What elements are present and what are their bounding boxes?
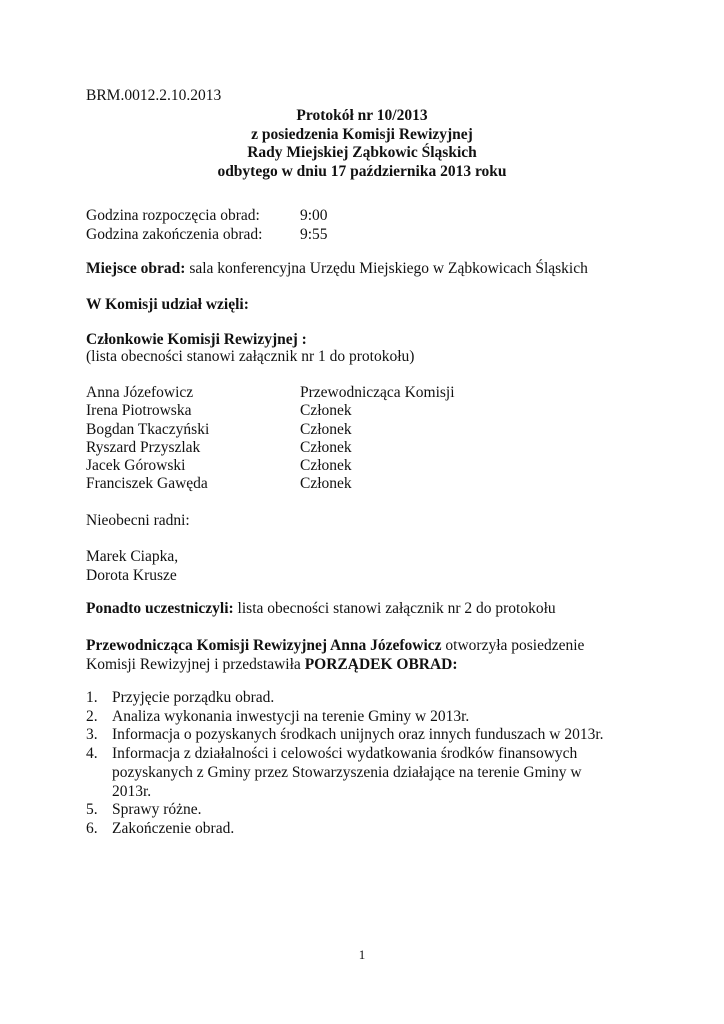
start-time-value: 9:00 xyxy=(300,207,328,224)
member-role: Członek xyxy=(300,438,352,456)
agenda-list xyxy=(86,689,646,839)
end-time-label: Godzina zakończenia obrad: xyxy=(86,225,263,243)
agenda-item-text: Przyjęcie porządku obrad. xyxy=(112,689,275,706)
member-row xyxy=(86,384,455,402)
member-name: Jacek Górowski xyxy=(86,457,186,475)
agenda-label: PORZĄDEK OBRAD: xyxy=(304,655,458,673)
agenda-item xyxy=(86,708,646,727)
member-row xyxy=(86,457,455,475)
member-role: Członek xyxy=(300,420,352,438)
opening-text: otworzyła posiedzenie xyxy=(441,637,585,654)
agenda-item xyxy=(86,745,646,801)
member-name: Irena Piotrowska xyxy=(86,402,192,420)
members-heading: Członkowie Komisji Rewizyjnej : xyxy=(86,331,307,348)
also-present xyxy=(86,600,556,618)
agenda-item-number: 4. xyxy=(86,745,98,763)
member-role: Przewodnicząca Komisji xyxy=(300,384,455,401)
agenda-item xyxy=(86,801,646,820)
agenda-item-text: Zakończenie obrad. xyxy=(112,819,235,837)
agenda-item-number: 6. xyxy=(86,819,98,837)
opening-paragraph xyxy=(86,637,638,674)
member-name: Ryszard Przyszlak xyxy=(86,438,201,456)
page-number: 1 xyxy=(358,947,366,962)
document-title xyxy=(0,107,724,181)
agenda-item-text: Informacja z działalności i celowości wydatkowania środków finansowych pozyskanych z Gminy przez Stowarzyszenia działające na terenie Gminy w 2013r. xyxy=(112,745,582,800)
member-role: Członek xyxy=(300,402,352,420)
members-note: (lista obecności stanowi załącznik nr 1 do protokołu) xyxy=(86,348,415,365)
title-line: z posiedzenia Komisji Rewizyjnej xyxy=(251,125,473,143)
agenda-item xyxy=(86,820,646,839)
agenda-item xyxy=(86,689,646,708)
members-list xyxy=(86,384,455,494)
member-role: Członek xyxy=(300,475,352,493)
start-time-label: Godzina rozpoczęcia obrad: xyxy=(86,207,260,224)
title-line: Rady Miejskiej Ząbkowic Śląskich xyxy=(247,144,477,161)
agenda-item-text: Informacja o pozyskanych środkach unijnych oraz innych funduszach w 2013r. xyxy=(112,726,604,744)
agenda-item-text: Sprawy różne. xyxy=(112,801,202,819)
member-row xyxy=(86,475,455,493)
member-row xyxy=(86,439,455,457)
member-row xyxy=(86,402,455,420)
member-name: Bogdan Tkaczyński xyxy=(86,420,210,438)
participants-heading: W Komisji udział wzięli: xyxy=(86,296,249,313)
agenda-item-number: 3. xyxy=(86,726,98,744)
opening-speaker: Przewodnicząca Komisji Rewizyjnej Anna Józefowicz xyxy=(86,637,442,654)
place-value: sala konferencyjna Urzędu Miejskiego w Ząbkowicach Śląskich xyxy=(185,260,588,277)
title-line: odbytego w dniu 17 października 2013 roku xyxy=(217,162,507,180)
end-time-value: 9:55 xyxy=(300,225,328,243)
member-name: Franciszek Gawęda xyxy=(86,475,208,493)
reference-number: BRM.0012.2.10.2013 xyxy=(86,87,222,104)
member-role: Członek xyxy=(300,457,352,475)
opening-text-2: Komisji Rewizyjnej i przedstawiła xyxy=(86,655,305,673)
also-present-value: lista obecności stanowi załącznik nr 2 do protokołu xyxy=(233,600,556,617)
agenda-item-number: 5. xyxy=(86,801,98,819)
session-times xyxy=(86,207,328,244)
member-row xyxy=(86,421,455,439)
place-label: Miejsce obrad: xyxy=(86,260,186,277)
also-present-label: Ponadto uczestniczyli: xyxy=(86,600,234,617)
meeting-place xyxy=(86,260,588,278)
title-line: Protokół nr 10/2013 xyxy=(296,107,428,124)
absent-member: Marek Ciapka, xyxy=(86,548,179,565)
member-name: Anna Józefowicz xyxy=(86,384,194,401)
absent-list xyxy=(86,548,178,585)
absent-heading: Nieobecni radni: xyxy=(86,512,190,529)
agenda-item xyxy=(86,726,646,745)
agenda-item-text: Analiza wykonania inwestycji na terenie Gminy w 2013r. xyxy=(112,707,470,725)
agenda-item-number: 1. xyxy=(86,689,98,706)
agenda-item-number: 2. xyxy=(86,707,98,725)
absent-member: Dorota Krusze xyxy=(86,566,177,584)
